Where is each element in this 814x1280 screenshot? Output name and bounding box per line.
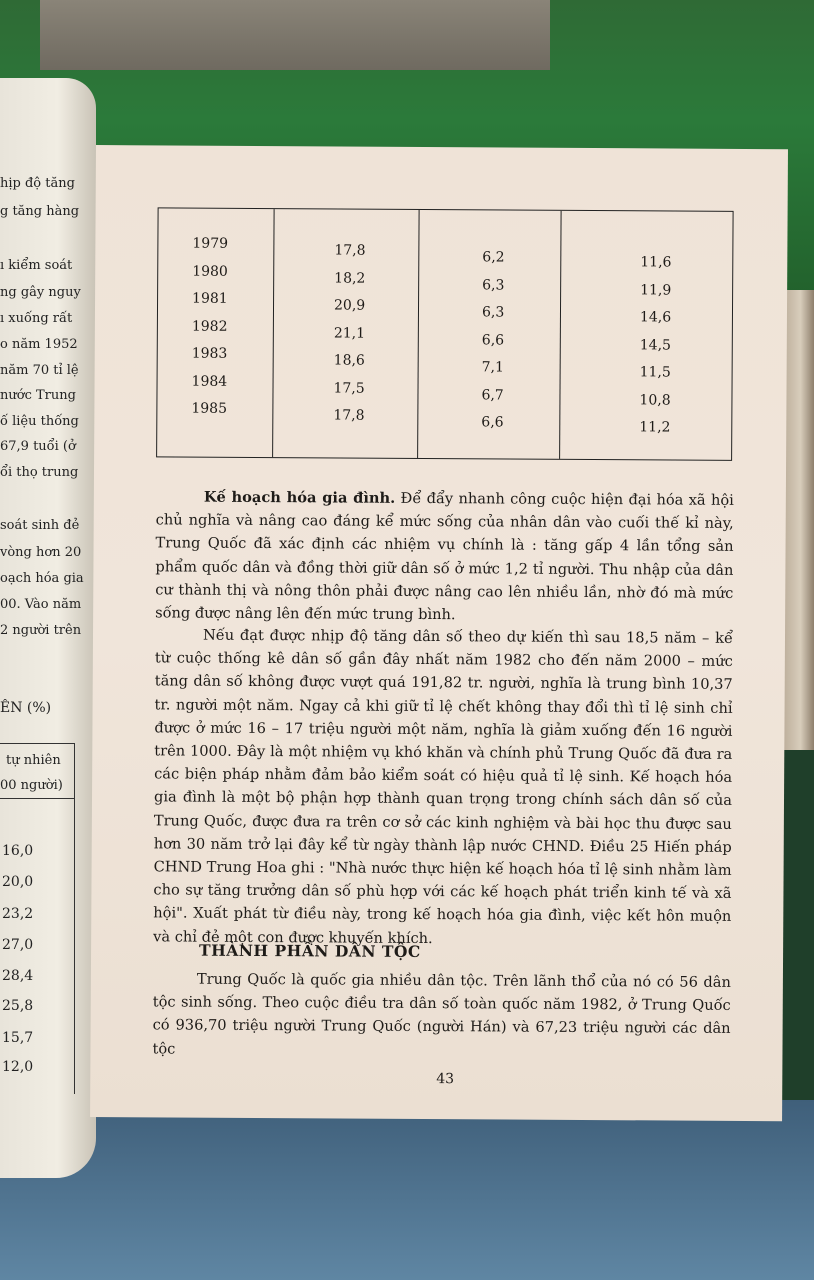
table-cell: 6,6 — [481, 414, 504, 431]
table-column-divider — [417, 210, 420, 458]
table-cell: 14,5 — [639, 336, 672, 354]
left-text-line: ng gây nguy — [0, 285, 81, 300]
table-cell: 20,9 — [333, 297, 366, 314]
left-table-title: ÊN (%) — [0, 700, 52, 716]
table-column-3 — [639, 249, 671, 442]
left-text-line: 2 người trên — [0, 623, 82, 638]
paragraph-ethnic-composition: Trung Quốc là quốc gia nhiều dân tộc. Trên lãnh thổ của nó có 56 dân tộc sinh sống. Theo cuộc điều tra dân số toàn quốc năm 1982, ở Trung Quốc có 936,70 triệu người Trung Quốc (người Hán) và 67,23 triệu người các dân tộc — [152, 970, 731, 1058]
left-table-value: 12,0 — [2, 1059, 34, 1075]
left-table-header: 00 người) — [0, 778, 63, 793]
left-text-line: ố liệu thống — [0, 414, 79, 429]
paragraph-text: Để đẩy nhanh công cuộc hiện đại hóa xã hội chủ nghĩa và nâng cao đáng kể mức sống của nhân dân vào cuối thế kỉ này, Trung Quốc đã xác định các nhiệm vụ chính là : tăng gấp 4 lần tổng sản phẩm quốc dân và đồng thời giữ dân số ở mức 1,2 tỉ người. Thu nhập của dân cư thành thị và nông thôn phải được nâng cao lên nhiều lần, nhờ đó mà mức sống được nâng lên đến mức trung bình. — [155, 489, 734, 624]
paragraph-population-growth: Nếu đạt được nhịp độ tăng dân số theo dự kiến thì sau 18,5 năm – kể từ cuộc thống kê dân số gần đây nhất năm 1982 cho đến năm 2000 – mức tăng dân số không được vượt quá 191,82 tr. người, nghĩa là trung bình 10,37 tr. người một năm. Ngay cả khi giữ tỉ lệ chết không thay đổi thì tỉ lệ sinh chỉ được ở mức 16 – 17 triệu người một năm, nghĩa là giảm xuống đến 16 người trên 1000. Đây là một nhiệm vụ khó khăn và chính phủ Trung Quốc đã đưa ra các biện pháp nhằm đảm bảo kiểm soát có hiệu quả tỉ lệ sinh. Kế hoạch hóa gia đình là một bộ phận hợp thành quan trọng trong chính sách dân số của Trung Quốc, được đưa ra trên cơ sở các kinh nghiệm và bài học thu được sau hơn 30 năm trở lại đây kể từ ngày thành lập nước CHND. Điều 25 Hiến pháp CHND Trung Hoa ghi : "Nhà nước thực hiện kế hoạch hóa tỉ lệ sinh nhằm làm cho sự tăng trưởng dân số phù hợp với các kế hoạch phát triển kinh tế và xã hội". Xuất phát từ điều này, trong kế hoạch hóa gia đình, việc kết hôn muộn và chỉ đẻ một con được khuyến khích. — [153, 626, 734, 947]
table-cell: 21,1 — [333, 324, 366, 342]
left-page — [0, 78, 96, 1178]
table-cell: 18,6 — [333, 352, 365, 369]
table-cell: 18,2 — [334, 269, 366, 287]
left-text-line: ổi thọ trung — [0, 465, 79, 480]
background-wall — [40, 0, 550, 70]
table-column-divider — [559, 211, 562, 459]
left-table-value: 15,7 — [2, 1030, 34, 1046]
table-cell-year: 1982 — [191, 318, 228, 335]
left-text-line: nước Trung — [0, 388, 76, 403]
left-text-line: 67,9 tuổi (ở — [0, 439, 76, 454]
table-cell: 11,6 — [640, 254, 672, 271]
left-table-divider — [0, 798, 74, 799]
left-table-value: 16,0 — [2, 843, 34, 859]
left-text-line: soát sinh đẻ — [0, 518, 80, 533]
table-cell: 17,5 — [333, 379, 365, 397]
left-text-line: oạch hóa gia — [0, 571, 84, 586]
paragraph-family-planning — [155, 485, 734, 628]
left-text-line: năm 70 tỉ lệ — [0, 363, 79, 378]
table-column-divider — [272, 209, 275, 457]
data-table — [156, 207, 734, 461]
background-floor — [0, 1100, 814, 1280]
table-cell: 17,8 — [334, 242, 366, 259]
left-text-line: ı xuống rất — [0, 311, 73, 326]
table-cell-year: 1980 — [192, 263, 228, 280]
table-cell: 6,2 — [482, 249, 505, 266]
table-cell: 11,5 — [639, 364, 671, 381]
table-cell-year: 1985 — [191, 400, 228, 417]
left-table-value: 27,0 — [2, 937, 34, 953]
table-cell: 14,6 — [639, 309, 672, 326]
table-column-years — [191, 231, 228, 424]
table-cell: 6,6 — [481, 331, 505, 348]
left-table-value: 23,2 — [2, 906, 34, 922]
left-text-line: hịp độ tăng — [0, 176, 75, 191]
table-cell: 6,3 — [482, 276, 505, 293]
table-cell: 10,8 — [639, 391, 671, 409]
section-heading: THÀNH PHẦN DÂN TỘC — [199, 940, 421, 961]
left-text-line: 00. Vào năm — [0, 597, 82, 612]
table-cell-year: 1979 — [192, 235, 229, 252]
left-text-line: vòng hơn 20 — [0, 545, 82, 560]
table-cell: 11,9 — [640, 281, 672, 299]
table-cell: 6,3 — [481, 304, 505, 321]
right-page — [90, 145, 788, 1121]
table-cell: 17,8 — [333, 407, 365, 424]
left-table-value: 25,8 — [2, 998, 34, 1014]
left-text-line: g tăng hàng — [0, 204, 80, 219]
left-table-value: 28,4 — [2, 968, 34, 984]
paragraph-lead: Kế hoạch hóa gia đình. — [203, 488, 396, 507]
page-number: 43 — [436, 1071, 455, 1088]
left-text-line: ı kiểm soát — [0, 258, 73, 273]
table-cell: 11,2 — [639, 419, 671, 436]
left-text-line: o năm 1952 — [0, 337, 78, 352]
table-cell: 6,7 — [481, 386, 504, 403]
left-table-header: tự nhiên — [6, 753, 61, 768]
table-column-2 — [481, 244, 504, 437]
table-cell-year: 1981 — [192, 290, 228, 307]
left-table-value: 20,0 — [2, 874, 34, 890]
table-cell-year: 1984 — [191, 373, 228, 390]
table-column-1 — [333, 237, 365, 430]
table-cell-year: 1983 — [191, 345, 228, 362]
table-cell: 7,1 — [481, 359, 504, 376]
